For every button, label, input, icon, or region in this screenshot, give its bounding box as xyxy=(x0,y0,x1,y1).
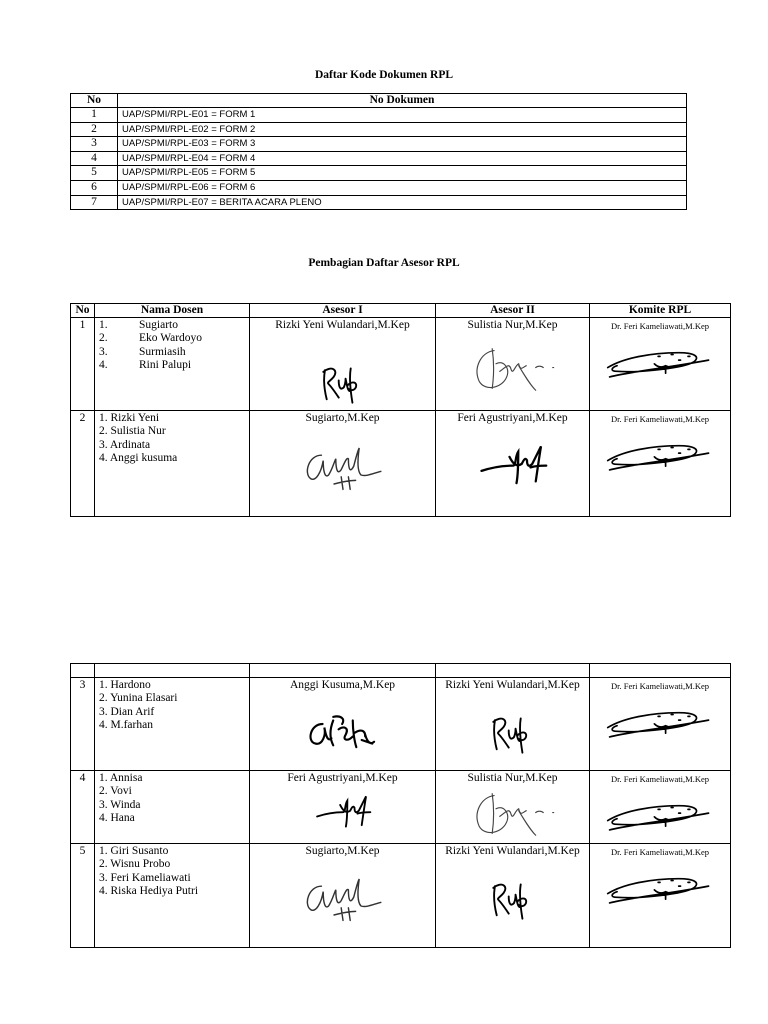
dosen-name: Dian Arif xyxy=(110,705,155,718)
dosen-name: Giri Susanto xyxy=(110,845,169,857)
signature-image xyxy=(604,436,716,474)
list-item: 3. Dian Arif xyxy=(99,705,155,718)
list-item: 2. Sulistia Nur xyxy=(99,425,166,438)
table-row xyxy=(71,166,687,181)
komite-cell xyxy=(590,844,731,948)
dosen-name: Surmiasih xyxy=(139,345,186,358)
row-number: 6 xyxy=(71,180,118,195)
asesor-1-cell xyxy=(250,411,436,517)
list-item: 1. Annisa xyxy=(99,772,143,784)
asesor-2-name: Rizki Yeni Wulandari,M.Kep xyxy=(445,679,580,691)
dosen-list xyxy=(99,772,249,826)
row-number: 4 xyxy=(71,771,95,844)
komite-name: Dr. Feri Kameliawati,M.Kep xyxy=(611,681,709,691)
list-item: 4. M.farhan xyxy=(99,719,153,732)
signature-image xyxy=(604,703,716,741)
dosen-list xyxy=(99,412,249,466)
signature-image xyxy=(483,709,543,757)
col-header-asesor-1: Asesor I xyxy=(250,304,436,318)
komite-cell xyxy=(590,771,731,844)
asesor-2-cell xyxy=(436,411,590,517)
row-number: 5 xyxy=(71,844,95,948)
komite-name: Dr. Feri Kameliawati,M.Kep xyxy=(611,774,709,784)
dosen-name: Ardinata xyxy=(109,438,151,451)
dosen-name: Winda xyxy=(110,798,141,811)
list-item: 1. Sugiarto xyxy=(99,319,178,331)
asesor-1-name: Sugiarto,M.Kep xyxy=(305,845,380,857)
list-item: 3. Ardinata xyxy=(99,438,151,451)
komite-cell xyxy=(590,678,731,771)
row-number: 5 xyxy=(71,166,118,181)
table-row xyxy=(71,122,687,137)
table-row xyxy=(71,151,687,166)
list-item: 4. Riska Hediya Putri xyxy=(99,885,199,898)
komite-cell xyxy=(590,318,731,411)
row-number: 4 xyxy=(71,151,118,166)
list-item: 4. Anggi kusuma xyxy=(99,452,178,465)
list-item: 3. Winda xyxy=(99,798,141,811)
dosen-name: Sugiarto xyxy=(139,319,178,331)
col-header-nama-dosen: Nama Dosen xyxy=(95,304,250,318)
dosen-cell xyxy=(95,318,250,411)
list-item: 2. Wisnu Probo xyxy=(99,858,171,871)
dosen-cell xyxy=(95,678,250,771)
table-row xyxy=(71,108,687,123)
table-row xyxy=(71,180,687,195)
dosen-name: Yunina Elasari xyxy=(110,692,178,705)
asesor-2-cell xyxy=(436,844,590,948)
table-row xyxy=(71,411,731,517)
asesor-2-name: Feri Agustriyani,M.Kep xyxy=(457,412,568,424)
col-header-asesor-2: Asesor II xyxy=(436,304,590,318)
asesor-1-cell xyxy=(250,771,436,844)
dosen-list xyxy=(99,319,249,373)
asesor-2-name: Sulistia Nur,M.Kep xyxy=(467,319,558,331)
asesor-1-name: Rizki Yeni Wulandari,M.Kep xyxy=(275,319,410,331)
row-number: 2 xyxy=(71,122,118,137)
dosen-name: Hardono xyxy=(110,679,151,691)
signature-image xyxy=(604,343,716,381)
asesor-1-cell xyxy=(250,678,436,771)
row-number: 3 xyxy=(71,137,118,152)
col-header-no: No xyxy=(71,304,95,318)
document-code: UAP/SPMI/RPL-E01 = FORM 1 xyxy=(118,108,687,123)
dosen-name: Riska Hediya Putri xyxy=(110,885,199,898)
list-item: 2. Vovi xyxy=(99,785,132,798)
doc-code-table xyxy=(70,93,687,210)
document-code: UAP/SPMI/RPL-E05 = FORM 5 xyxy=(118,166,687,181)
list-item: 3. Surmiasih xyxy=(99,345,186,358)
asesor-1-name: Feri Agustriyani,M.Kep xyxy=(287,772,398,784)
dosen-list xyxy=(99,679,249,733)
list-item: 1. Hardono xyxy=(99,679,151,691)
komite-name: Dr. Feri Kameliawati,M.Kep xyxy=(611,847,709,857)
row-number: 1 xyxy=(71,318,95,411)
table-row xyxy=(71,844,731,948)
komite-cell xyxy=(590,411,731,517)
table-row xyxy=(71,771,731,844)
signature-image xyxy=(465,343,561,395)
signature-image xyxy=(311,792,375,828)
dosen-name: Annisa xyxy=(109,772,143,784)
dosen-cell xyxy=(95,844,250,948)
table-row xyxy=(71,678,731,771)
komite-name: Dr. Feri Kameliawati,M.Kep xyxy=(611,321,709,331)
document-code: UAP/SPMI/RPL-E06 = FORM 6 xyxy=(118,180,687,195)
signature-image xyxy=(478,440,548,486)
dosen-cell xyxy=(95,411,250,517)
col-header-komite: Komite RPL xyxy=(590,304,731,318)
dosen-name: Anggi kusuma xyxy=(109,452,178,465)
dosen-name: Wisnu Probo xyxy=(110,858,171,871)
asesor-1-cell xyxy=(250,844,436,948)
list-item: 1. Rizki Yeni xyxy=(99,412,160,424)
row-number: 3 xyxy=(71,678,95,771)
signature-image xyxy=(303,709,383,755)
dosen-list xyxy=(99,845,249,899)
list-item: 2. Eko Wardoyo xyxy=(99,332,203,345)
asesor-1-cell xyxy=(250,318,436,411)
asesor-2-cell xyxy=(436,678,590,771)
dosen-name: Eko Wardoyo xyxy=(139,332,203,345)
row-number: 2 xyxy=(71,411,95,517)
row-number: 7 xyxy=(71,195,118,210)
asesor-2-cell xyxy=(436,771,590,844)
asesor-2-name: Rizki Yeni Wulandari,M.Kep xyxy=(445,845,580,857)
list-item: 3. Feri Kameliawati xyxy=(99,871,191,884)
document-code: UAP/SPMI/RPL-E02 = FORM 2 xyxy=(118,122,687,137)
table-row xyxy=(71,195,687,210)
table-row xyxy=(71,318,731,411)
blank-header-row xyxy=(71,664,731,678)
dosen-name: Rini Palupi xyxy=(139,359,192,372)
dosen-name: Vovi xyxy=(110,785,132,798)
dosen-name: Rizki Yeni xyxy=(110,412,160,424)
asesor-table-continued xyxy=(70,663,731,948)
list-item: 4. Hana xyxy=(99,812,135,825)
asesor-2-name: Sulistia Nur,M.Kep xyxy=(467,772,558,784)
row-number: 1 xyxy=(71,108,118,123)
signature-image xyxy=(604,796,716,834)
dosen-name: Feri Kameliawati xyxy=(110,871,191,884)
doc-code-title: Daftar Kode Dokumen RPL xyxy=(314,69,454,81)
asesor-title: Pembagian Daftar Asesor RPL xyxy=(308,257,460,269)
dosen-name: Sulistia Nur xyxy=(110,425,166,438)
asesor-1-name: Anggi Kusuma,M.Kep xyxy=(289,679,396,691)
signature-image xyxy=(604,869,716,907)
col-header-no-dokumen: No Dokumen xyxy=(118,94,687,108)
dosen-cell xyxy=(95,771,250,844)
signature-image xyxy=(483,875,543,923)
dosen-name: M.farhan xyxy=(110,719,153,732)
list-item: 4. Rini Palupi xyxy=(99,359,192,372)
komite-name: Dr. Feri Kameliawati,M.Kep xyxy=(611,414,709,424)
document-code: UAP/SPMI/RPL-E04 = FORM 4 xyxy=(118,151,687,166)
list-item: 1. Giri Susanto xyxy=(99,845,169,857)
table-row xyxy=(71,137,687,152)
document-code: UAP/SPMI/RPL-E07 = BERITA ACARA PLENO xyxy=(118,195,687,210)
signature-image xyxy=(298,438,388,494)
list-item: 2. Yunina Elasari xyxy=(99,692,178,705)
col-header-no: No xyxy=(71,94,118,108)
asesor-table xyxy=(70,303,731,517)
dosen-name: Hana xyxy=(110,812,135,825)
signature-image xyxy=(298,869,388,925)
asesor-1-name: Sugiarto,M.Kep xyxy=(305,412,380,424)
signature-image xyxy=(465,788,561,840)
asesor-2-cell xyxy=(436,318,590,411)
document-code: UAP/SPMI/RPL-E03 = FORM 3 xyxy=(118,137,687,152)
signature-image xyxy=(313,359,373,407)
